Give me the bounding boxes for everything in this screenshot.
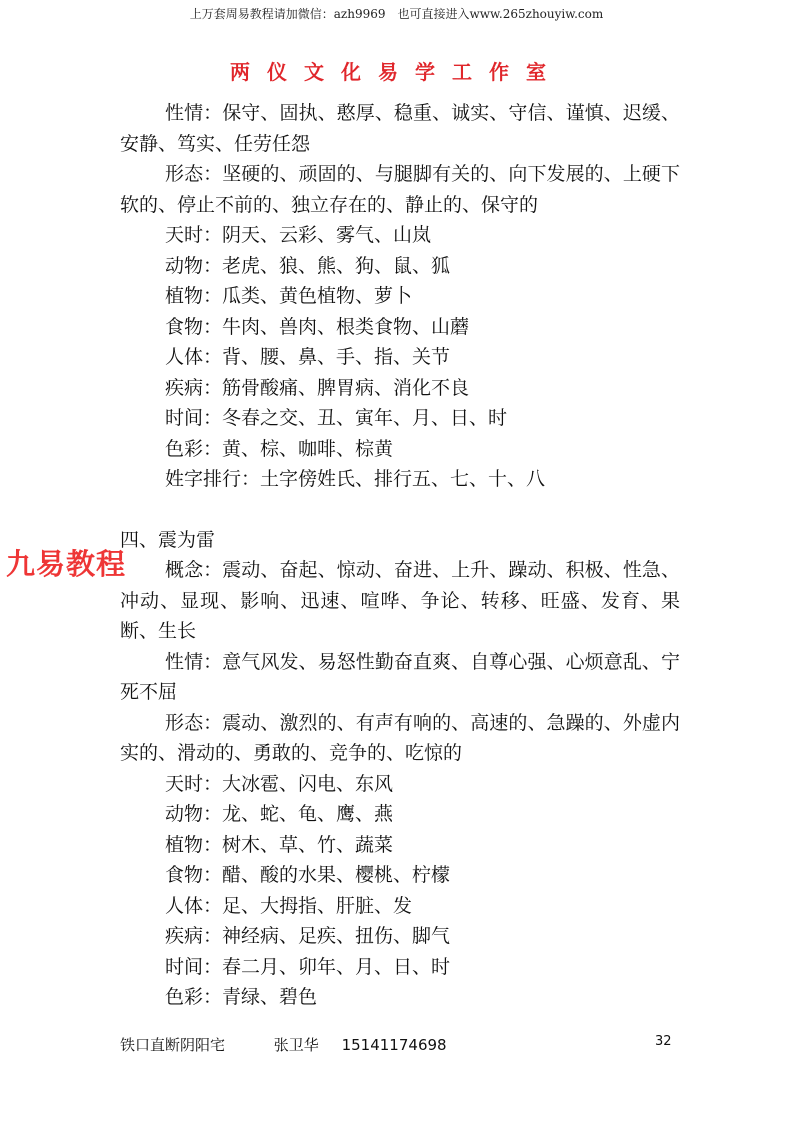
footer-phone: 15141174698: [341, 1036, 447, 1054]
paragraph-zhen-shiwu: 食物：醋、酸的水果、樱桃、柠檬: [165, 864, 451, 886]
page-number: 32: [655, 1034, 672, 1049]
paragraph-gen-xingzi: 姓字排行：土字傍姓氏、排行五、七、十、八: [165, 468, 546, 490]
watermark: 九易教程: [6, 547, 127, 581]
footer: [120, 1034, 447, 1055]
paragraph-gen-dongwu: 动物：老虎、狼、熊、狗、鼠、狐: [165, 254, 451, 277]
paragraph-gen-xingqing: 性情：保守、固执、憨厚、稳重、诚实、守信、谨慎、迟缓、安静、笃实、任劳任怨: [120, 102, 680, 155]
paragraph-zhen-gainian: 概念：震动、奋起、惊动、奋进、上升、躁动、积极、性急、冲动、显现、影响、迅速、喧哗、争论、转移、旺盛、发育、果断、生长: [120, 559, 680, 642]
document-body: [120, 98, 680, 1013]
footer-tagline: 铁口直断阴阳宅: [120, 1036, 226, 1054]
paragraph-zhen-xingtai: 形态：震动、激烈的、有声有响的、高速的、急躁的、外虚内实的、滑动的、勇敢的、竞争的、吃惊的: [120, 711, 680, 764]
paragraph-gen-secai: 色彩：黄、棕、咖啡、棕黄: [165, 437, 394, 460]
paragraph-gen-xingtai: 形态：坚硬的、顽固的、与腿脚有关的、向下发展的、上硬下软的、停止不前的、独立存在的、静止的、保守的: [120, 163, 680, 216]
page-header: 两仪文化易学工作室: [230, 60, 563, 84]
paragraph-zhen-zhiwu: 植物：树木、草、竹、蔬菜: [165, 833, 394, 856]
paragraph-zhen-secai: 色彩：青绿、碧色: [165, 986, 318, 1008]
paragraph-gen-tianshi: 天时：阴天、云彩、雾气、山岚: [165, 224, 432, 246]
paragraph-gen-zhiwu: 植物：瓜类、黄色植物、萝卜: [165, 285, 413, 307]
paragraph-zhen-xingqing: 性情：意气风发、易怒性勤奋直爽、自尊心强、心烦意乱、宁死不屈: [120, 650, 680, 703]
footer-author: 张卫华: [273, 1036, 319, 1054]
paragraph-zhen-tianshi: 天时：大冰雹、闪电、东风: [165, 772, 394, 795]
section-heading-zhen: 四、震为雷: [120, 528, 216, 551]
paragraph-gen-jibing: 疾病：筋骨酸痛、脾胃病、消化不良: [165, 376, 470, 399]
paragraph-gen-shiwu: 食物：牛肉、兽肉、根类食物、山蘑: [165, 315, 470, 338]
top-note: 上万套周易教程请加微信：azh9969 也可直接进入www.265zhouyiw.com: [189, 7, 604, 21]
paragraph-gen-renti: 人体：背、腰、鼻、手、指、关节: [165, 346, 451, 368]
paragraph-gen-shijian: 时间：冬春之交、丑、寅年、月、日、时: [165, 407, 508, 429]
paragraph-zhen-shijian: 时间：春二月、卯年、月、日、时: [165, 955, 451, 978]
paragraph-zhen-dongwu: 动物：龙、蛇、龟、鹰、燕: [165, 803, 394, 825]
paragraph-zhen-renti: 人体：足、大拇指、肝脏、发: [165, 894, 413, 917]
paragraph-zhen-jibing: 疾病：神经病、足疾、扭伤、脚气: [165, 925, 451, 947]
